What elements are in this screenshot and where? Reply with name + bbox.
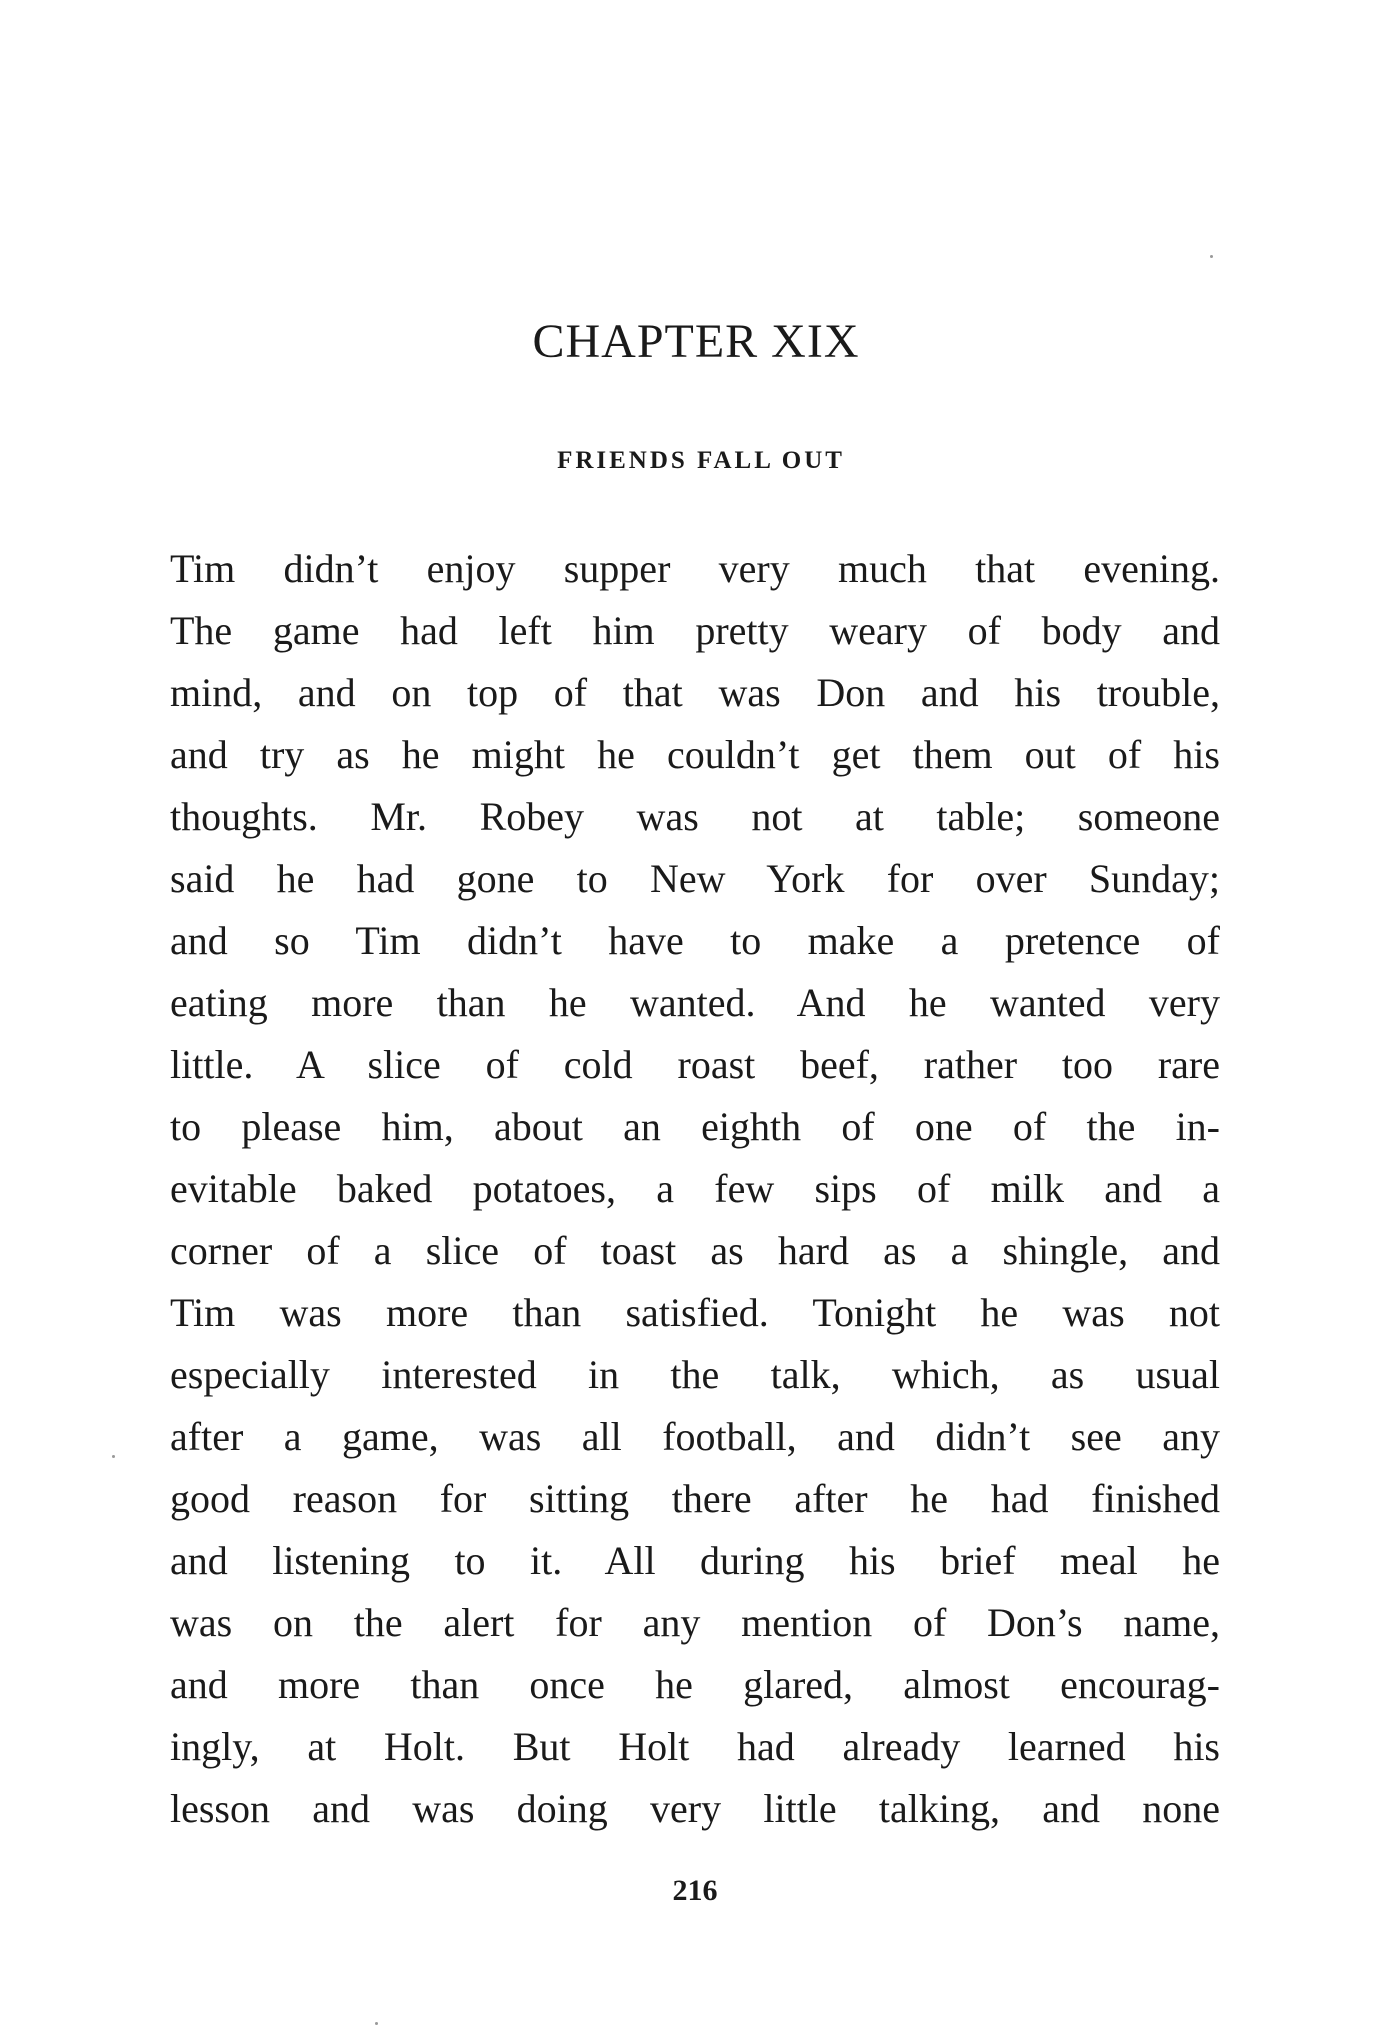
text-line: and listening to it. All during his brief meal he <box>170 1538 1220 1583</box>
text-line: good reason for sitting there after he had finished <box>170 1476 1220 1521</box>
text-line: lesson and was doing very little talking, and none <box>170 1786 1220 1831</box>
text-line: Tim was more than satisfied. Tonight he was not <box>170 1290 1220 1335</box>
text-line: thoughts. Mr. Robey was not at table; someone <box>170 794 1220 839</box>
chapter-subtitle: FRIENDS FALL OUT <box>557 447 845 474</box>
text-line: ingly, at Holt. But Holt had already learned his <box>170 1724 1220 1769</box>
paper-speck <box>375 2022 378 2025</box>
body-text <box>170 538 1220 1840</box>
text-line: and so Tim didn’t have to make a pretence of <box>170 918 1220 963</box>
text-line: after a game, was all football, and didn’t see any <box>170 1414 1220 1459</box>
text-line: and more than once he glared, almost encourag- <box>170 1662 1220 1707</box>
text-line: corner of a slice of toast as hard as a shingle, and <box>170 1228 1220 1273</box>
text-line: was on the alert for any mention of Don’s name, <box>170 1600 1220 1645</box>
text-line: mind, and on top of that was Don and his trouble, <box>170 670 1220 715</box>
text-line: to please him, about an eighth of one of the in- <box>170 1104 1220 1149</box>
paper-speck <box>112 1455 115 1458</box>
text-line: and try as he might he couldn’t get them out of his <box>170 732 1220 777</box>
text-line: especially interested in the talk, which, as usual <box>170 1352 1220 1397</box>
chapter-title: CHAPTER XIX <box>532 315 860 368</box>
text-line: eating more than he wanted. And he wanted very <box>170 980 1220 1025</box>
page-number: 216 <box>672 1874 718 1907</box>
text-line: said he had gone to New York for over Sunday; <box>170 856 1220 901</box>
text-line: Tim didn’t enjoy supper very much that evening. <box>170 546 1220 591</box>
text-line: evitable baked potatoes, a few sips of milk and a <box>170 1166 1220 1211</box>
text-line: little. A slice of cold roast beef, rather too rare <box>170 1042 1220 1087</box>
paper-speck <box>1210 255 1213 258</box>
text-line: The game had left him pretty weary of body and <box>170 608 1220 653</box>
